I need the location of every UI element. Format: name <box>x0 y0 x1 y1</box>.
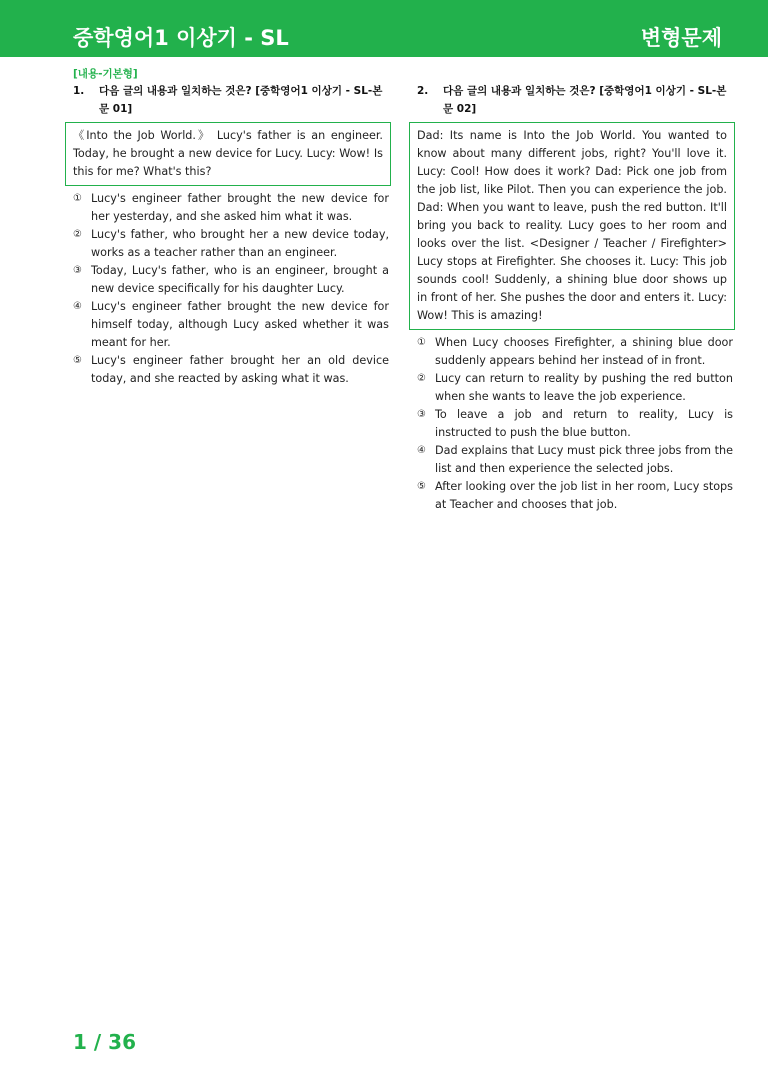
answer-option[interactable] <box>65 352 391 388</box>
option-number: ⑤ <box>417 481 426 492</box>
option-number: ① <box>73 193 82 204</box>
answer-option[interactable] <box>65 262 391 298</box>
option-text: Lucy can return to reality by pushing the red button when she wants to leave the job experience. <box>435 372 733 403</box>
option-text: After looking over the job list in her room, Lucy stops at Teacher and chooses that job. <box>435 480 733 511</box>
option-text: Lucy's engineer father brought the new device for himself today, although Lucy asked whether it was meant for her. <box>91 300 389 349</box>
answer-option[interactable] <box>409 334 735 370</box>
option-text: Lucy's engineer father brought her an old device today, and she reacted by asking what it was. <box>91 354 389 385</box>
answer-option[interactable] <box>409 370 735 406</box>
option-number: ① <box>417 337 426 348</box>
option-number: ③ <box>73 265 82 276</box>
section-tag: [내용-기본형] <box>73 68 138 80</box>
option-text: When Lucy chooses Firefighter, a shining blue door suddenly appears behind her instead of in front. <box>435 336 733 367</box>
answer-option[interactable] <box>409 478 735 514</box>
passage-box: 《Into the Job World.》 Lucy's father is an engineer. Today, he brought a new device for Lucy. Lucy: Wow! Is this for me? What's this? <box>65 122 391 186</box>
question-column-right <box>409 66 735 514</box>
page-header <box>0 0 768 57</box>
answer-option[interactable] <box>65 190 391 226</box>
question-text: 다음 글의 내용과 일치하는 것은? [중학영어1 이상기 - SL-본문 02] <box>443 85 727 115</box>
answer-option[interactable] <box>65 298 391 352</box>
header-category-label: 변형문제 <box>640 26 722 50</box>
option-text: Dad explains that Lucy must pick three jobs from the list and then experience the selected jobs. <box>435 444 733 475</box>
option-text: To leave a job and return to reality, Lucy is instructed to push the blue button. <box>435 408 733 439</box>
answer-option[interactable] <box>409 406 735 442</box>
option-number: ④ <box>73 301 82 312</box>
answer-option[interactable] <box>409 442 735 478</box>
option-number: ② <box>73 229 82 240</box>
answer-options <box>65 190 391 388</box>
question-column-left <box>65 66 391 388</box>
header-title: 중학영어1 이상기 - SL <box>73 26 289 50</box>
option-text: Today, Lucy's father, who is an engineer, brought a new device specifically for his daughter Lucy. <box>91 264 389 295</box>
question-number: 2. <box>417 85 429 97</box>
option-number: ② <box>417 373 426 384</box>
option-number: ⑤ <box>73 355 82 366</box>
answer-option[interactable] <box>65 226 391 262</box>
question-prompt <box>65 82 391 118</box>
page-number: 1 / 36 <box>73 1030 136 1054</box>
question-text: 다음 글의 내용과 일치하는 것은? [중학영어1 이상기 - SL-본문 01] <box>99 85 383 115</box>
section-tag-spacer <box>417 66 735 82</box>
option-number: ④ <box>417 445 426 456</box>
passage-box: Dad: Its name is Into the Job World. You wanted to know about many different jobs, right? You'll love it. Lucy: Cool! How does it work? Dad: Pick one job from the job list, like Pilot. Then you can experience the job. Dad: When you want to leave, push the red button. It'll bring you back to reality. Lucy goes to her room and looks over the list. <Designer / Teacher / Firefighter> Lucy stops at Firefighter. She chooses it. Lucy: This job sounds cool! Suddenly, a shining blue door shows up in front of her. She pushes the door and enters it. Lucy: Wow! This is amazing! <box>409 122 735 330</box>
question-number: 1. <box>73 85 85 97</box>
answer-options <box>409 334 735 514</box>
question-prompt <box>409 82 735 118</box>
option-text: Lucy's engineer father brought the new device for her yesterday, and she asked him what it was. <box>91 192 389 223</box>
option-number: ③ <box>417 409 426 420</box>
option-text: Lucy's father, who brought her a new device today, works as a teacher rather than an engineer. <box>91 228 389 259</box>
